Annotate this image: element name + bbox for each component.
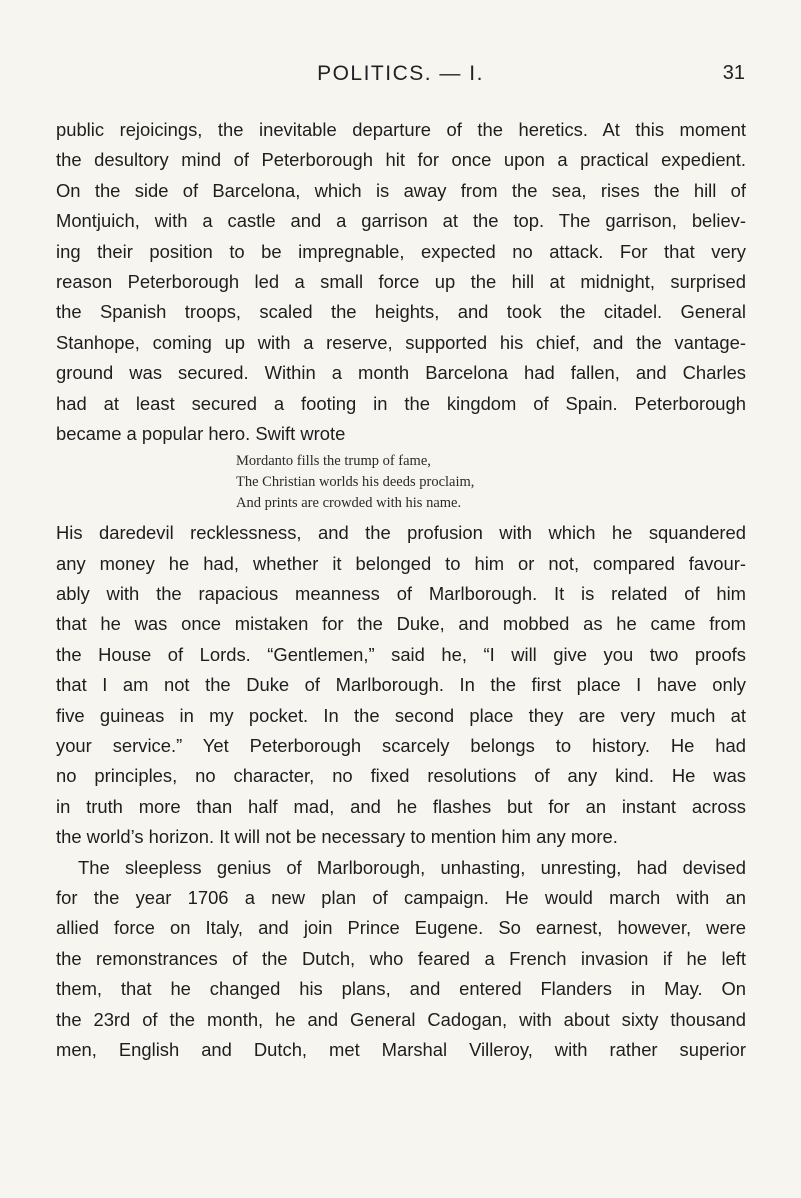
- running-title: POLITICS. — I.: [317, 62, 484, 85]
- verse-line: Mordanto fills the trump of fame,: [236, 453, 431, 470]
- text-line: in truth more than half mad, and he flashes but for an instant across: [56, 795, 746, 817]
- text-line: the Spanish troops, scaled the heights, and took the citadel. General: [56, 301, 746, 323]
- text-line: any money he had, whether it belonged to him or not, compared favour-: [56, 552, 746, 574]
- paragraph-1: [56, 115, 746, 449]
- text-line: five guineas in my pocket. In the second place they are very much at: [56, 704, 746, 726]
- text-line: ably with the rapacious meanness of Marlborough. It is related of him: [56, 583, 746, 605]
- text-line: ing their position to be impregnable, expected no attack. For that very: [56, 240, 746, 262]
- text-line: for the year 1706 a new plan of campaign. He would march with an: [56, 886, 746, 908]
- running-head: [0, 62, 801, 92]
- text-line: the 23rd of the month, he and General Cadogan, with about sixty thousand: [56, 1008, 746, 1030]
- verse-line: And prints are crowded with his name.: [236, 495, 462, 512]
- paragraph-3: [56, 853, 746, 1066]
- text-line: public rejoicings, the inevitable departure of the heretics. At this moment: [56, 119, 746, 140]
- text-line: allied force on Italy, and join Prince Eugene. So earnest, however, were: [56, 917, 746, 939]
- text-line: the House of Lords. “Gentlemen,” said he, “I will give you two proofs: [56, 643, 746, 665]
- text-line: no principles, no character, no fixed resolutions of any kind. He was: [56, 765, 746, 787]
- text-line: the desultory mind of Peterborough hit for once upon a practical expedient.: [56, 149, 746, 171]
- text-line: that he was once mistaken for the Duke, and mobbed as he came from: [56, 613, 746, 635]
- paragraph-2: [56, 518, 746, 852]
- text-line: your service.” Yet Peterborough scarcely belongs to history. He had: [56, 735, 746, 757]
- text-line: became a popular hero. Swift wrote: [56, 422, 346, 444]
- text-line: had at least secured a footing in the kingdom of Spain. Peterborough: [56, 392, 746, 414]
- body-text: [56, 115, 746, 1065]
- text-line: reason Peterborough led a small force up the hill at midnight, surprised: [56, 270, 746, 292]
- text-line: His daredevil recklessness, and the profusion with which he squandered: [56, 522, 746, 544]
- text-line: Montjuich, with a castle and a garrison at the top. The garrison, believ-: [56, 210, 746, 232]
- text-line: men, English and Dutch, met Marshal Villeroy, with rather superior: [56, 1038, 746, 1060]
- text-line: Stanhope, coming up with a reserve, supported his chief, and the vantage-: [56, 331, 746, 353]
- verse-line: The Christian worlds his deeds proclaim,: [236, 474, 475, 491]
- text-line: The sleepless genius of Marlborough, unhasting, unresting, had devised: [78, 856, 746, 878]
- text-line: On the side of Barcelona, which is away from the sea, rises the hill of: [56, 179, 746, 201]
- text-line: the world’s horizon. It will not be necessary to mention him any more.: [56, 826, 618, 848]
- text-line: ground was secured. Within a month Barcelona had fallen, and Charles: [56, 362, 746, 384]
- text-line: that I am not the Duke of Marlborough. In the first place I have only: [56, 674, 746, 696]
- text-line: them, that he changed his plans, and entered Flanders in May. On: [56, 978, 746, 1000]
- page-number: 31: [722, 62, 745, 84]
- verse-quotation: [236, 451, 746, 514]
- text-line: the remonstrances of the Dutch, who feared a French invasion if he left: [56, 947, 746, 969]
